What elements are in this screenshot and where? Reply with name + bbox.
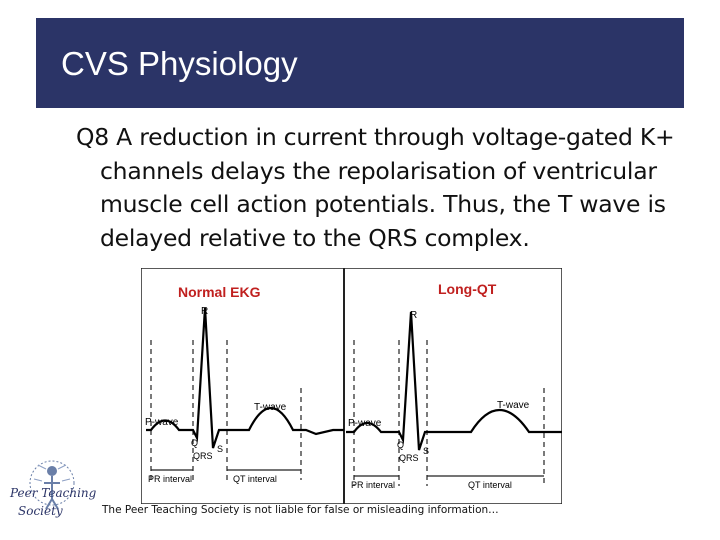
s-label-long: S bbox=[423, 446, 430, 456]
qt-interval-label: QT interval bbox=[233, 474, 277, 484]
p-wave-label: P-wave bbox=[145, 417, 179, 428]
logo-text-line1: Peer Teaching bbox=[10, 486, 96, 500]
figure-background bbox=[141, 268, 562, 504]
t-wave-label-long: T-wave bbox=[497, 400, 530, 411]
ekg-figure bbox=[141, 268, 562, 504]
disclaimer-footer: The Peer Teaching Society is not liable for false or misleading information… bbox=[102, 504, 499, 516]
normal-ekg-title: Normal EKG bbox=[178, 284, 261, 300]
qrs-label: QRS bbox=[193, 451, 213, 461]
pr-interval-label-long: PR interval bbox=[351, 480, 396, 490]
p-wave-label-long: P-wave bbox=[348, 418, 382, 429]
r-label-long: R bbox=[410, 310, 418, 321]
q-label: Q bbox=[191, 438, 199, 448]
long-qt-title: Long-QT bbox=[438, 281, 497, 297]
title-bar bbox=[36, 18, 684, 108]
question-paragraph: Q8 A reduction in current through voltage-gated K+ channels delays the repolarisation of ventricular muscle cell action potentials. Thus, the T wave is delayed relative to the QRS complex. bbox=[76, 123, 675, 252]
question-text bbox=[76, 121, 676, 255]
logo-text-line2: Society bbox=[18, 504, 63, 518]
q-label-long: Q bbox=[397, 440, 405, 450]
qrs-label-long: QRS bbox=[399, 453, 419, 463]
s-label: S bbox=[217, 444, 224, 454]
t-wave-label: T-wave bbox=[254, 402, 287, 413]
qt-interval-label-long: QT interval bbox=[468, 480, 512, 490]
slide-title: CVS Physiology bbox=[61, 45, 298, 82]
peer-teaching-society-logo bbox=[8, 453, 96, 537]
pr-interval-label: PR interval bbox=[148, 474, 193, 484]
r-label: R bbox=[201, 306, 209, 317]
